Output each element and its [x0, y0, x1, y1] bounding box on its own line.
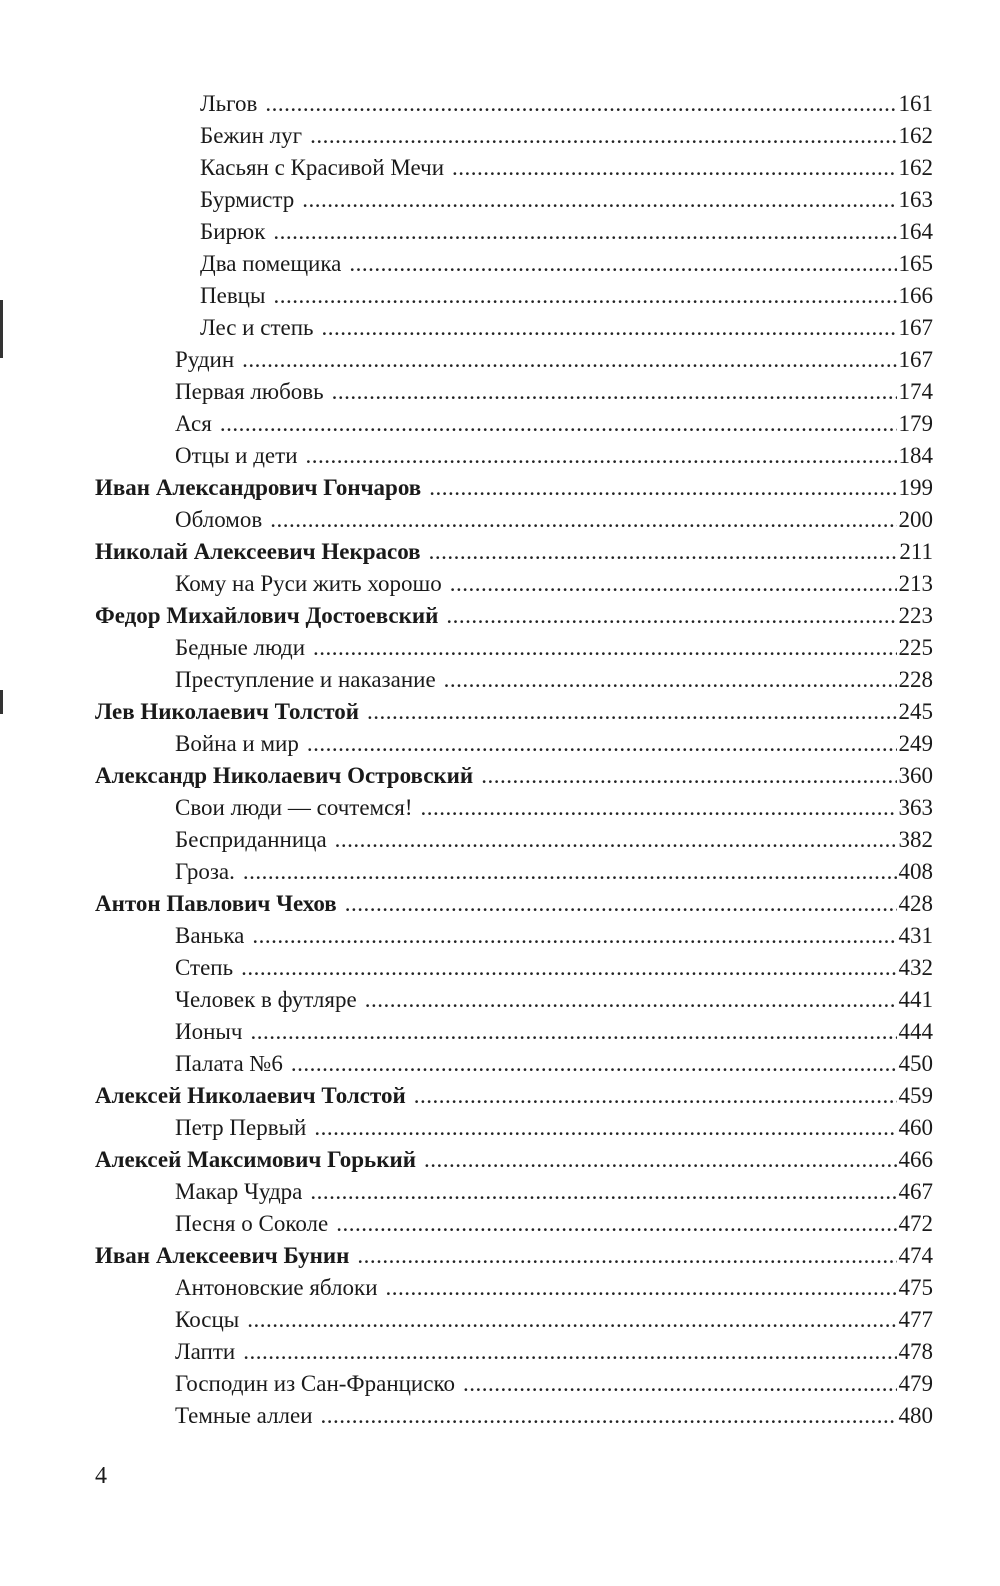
toc-author-entry: [0, 760, 933, 792]
toc-entry-page: 162: [898, 155, 933, 180]
toc-entry-page: 444: [898, 1019, 933, 1044]
toc-work-entry: [0, 1272, 933, 1304]
toc-work-entry: [0, 408, 933, 440]
toc-entry-page: 467: [898, 1179, 933, 1204]
toc-entry-page: 479: [898, 1371, 933, 1396]
toc-entry-title: Первая любовь: [175, 379, 324, 404]
toc-entry-title: Два помещика: [200, 251, 342, 276]
toc-author-entry: [0, 888, 933, 920]
toc-author-entry: [0, 696, 933, 728]
toc-entry-page: 478: [898, 1339, 933, 1364]
toc-entry-title: Ионыч: [175, 1019, 243, 1044]
toc-entry-page: 164: [898, 219, 933, 244]
toc-entry-title: Палата №6: [175, 1051, 283, 1076]
toc-entry-title: Гроза.: [175, 859, 235, 884]
toc-entry-title: Алексей Николаевич Толстой: [95, 1083, 406, 1108]
toc-author-entry: [0, 1240, 933, 1272]
toc-entry-page: 163: [898, 187, 933, 212]
toc-work-entry: [0, 184, 933, 216]
toc-entry-title: Косцы: [175, 1307, 240, 1332]
toc-entry-page: 225: [898, 635, 933, 660]
toc-entry-page: 431: [898, 923, 933, 948]
dot-leader: [307, 728, 897, 760]
toc-entry-title: Бедные люди: [175, 635, 306, 660]
toc-entry-page: 360: [898, 763, 933, 788]
dot-leader: [310, 1176, 896, 1208]
dot-leader: [429, 536, 898, 568]
toc-entry-title: Отцы и дети: [175, 443, 298, 468]
dot-leader: [270, 504, 896, 536]
toc-entry-title: Бесприданница: [175, 827, 327, 852]
dot-leader: [322, 312, 897, 344]
toc-entry-page: 459: [898, 1083, 933, 1108]
dot-leader: [321, 1400, 897, 1432]
toc-work-entry: [0, 728, 933, 760]
toc-work-entry: [0, 504, 933, 536]
dot-leader: [335, 824, 897, 856]
dot-leader: [273, 280, 896, 312]
toc-entry-page: 441: [898, 987, 933, 1012]
toc-work-entry: [0, 376, 933, 408]
toc-entry-title: Песня о Соколе: [175, 1211, 329, 1236]
toc-work-entry: [0, 856, 933, 888]
toc-entry-page: 166: [898, 283, 933, 308]
dot-leader: [332, 376, 897, 408]
dot-leader: [444, 664, 897, 696]
table-of-contents: [0, 88, 1000, 1432]
toc-author-entry: [0, 472, 933, 504]
toc-author-entry: [0, 600, 933, 632]
toc-work-entry: [0, 664, 933, 696]
toc-entry-title: Бежин луг: [200, 123, 303, 148]
toc-entry-page: 472: [898, 1211, 933, 1236]
toc-work-entry: [0, 152, 933, 184]
toc-entry-title: Льгов: [200, 91, 258, 116]
toc-entry-title: Иван Александрович Гончаров: [95, 475, 422, 500]
dot-leader: [357, 1240, 896, 1272]
dot-leader: [386, 1272, 897, 1304]
toc-entry-title: Александр Николаевич Островский: [95, 763, 474, 788]
toc-entry-title: Лес и степь: [200, 315, 314, 340]
toc-entry-page: 475: [898, 1275, 933, 1300]
toc-work-entry: [0, 1112, 933, 1144]
page-number: 4: [95, 1463, 107, 1489]
toc-entry-title: Господин из Сан-Франциско: [175, 1371, 455, 1396]
toc-entry-title: Алексей Максимович Горький: [95, 1147, 416, 1172]
dot-leader: [481, 760, 896, 792]
toc-entry-page: 408: [898, 859, 933, 884]
dot-leader: [310, 120, 896, 152]
dot-leader: [421, 792, 897, 824]
toc-entry-title: Федор Михайлович Достоевский: [95, 603, 439, 628]
toc-work-entry: [0, 952, 933, 984]
toc-work-entry: [0, 920, 933, 952]
dot-leader: [367, 696, 896, 728]
dot-leader: [424, 1144, 897, 1176]
dot-leader: [302, 184, 896, 216]
toc-work-entry: [0, 312, 933, 344]
dot-leader: [291, 1048, 897, 1080]
toc-entry-page: 477: [898, 1307, 933, 1332]
toc-entry-title: Иван Алексеевич Бунин: [95, 1243, 350, 1268]
toc-entry-title: Ася: [175, 411, 212, 436]
toc-entry-page: 428: [898, 891, 933, 916]
toc-work-entry: [0, 1016, 933, 1048]
toc-entry-title: Обломов: [175, 507, 263, 532]
dot-leader: [446, 600, 896, 632]
dot-leader: [220, 408, 897, 440]
dot-leader: [452, 152, 896, 184]
toc-entry-page: 179: [898, 411, 933, 436]
toc-entry-page: 211: [899, 539, 933, 564]
toc-entry-title: Певцы: [200, 283, 266, 308]
toc-entry-title: Преступление и наказание: [175, 667, 436, 692]
toc-entry-page: 245: [898, 699, 933, 724]
toc-entry-page: 162: [898, 123, 933, 148]
toc-entry-page: 432: [898, 955, 933, 980]
toc-entry-page: 213: [898, 571, 933, 596]
toc-work-entry: [0, 344, 933, 376]
toc-entry-title: Бурмистр: [200, 187, 295, 212]
dot-leader: [429, 472, 896, 504]
dot-leader: [250, 1016, 896, 1048]
toc-entry-page: 199: [898, 475, 933, 500]
toc-entry-title: Война и мир: [175, 731, 299, 756]
toc-work-entry: [0, 1336, 933, 1368]
toc-entry-title: Рудин: [175, 347, 235, 372]
toc-entry-title: Николай Алексеевич Некрасов: [95, 539, 421, 564]
toc-entry-title: Свои люди — сочтемся!: [175, 795, 413, 820]
toc-work-entry: [0, 984, 933, 1016]
toc-entry-page: 167: [898, 315, 933, 340]
dot-leader: [243, 1336, 896, 1368]
toc-entry-title: Лапти: [175, 1339, 236, 1364]
toc-entry-page: 382: [898, 827, 933, 852]
dot-leader: [242, 344, 896, 376]
toc-work-entry: [0, 1048, 933, 1080]
dot-leader: [265, 88, 896, 120]
toc-entry-page: 161: [898, 91, 933, 116]
toc-work-entry: [0, 1304, 933, 1336]
dot-leader: [336, 1208, 896, 1240]
toc-work-entry: [0, 632, 933, 664]
dot-leader: [463, 1368, 897, 1400]
toc-entry-page: 184: [898, 443, 933, 468]
toc-entry-page: 165: [898, 251, 933, 276]
toc-work-entry: [0, 216, 933, 248]
dot-leader: [314, 1112, 896, 1144]
toc-work-entry: [0, 792, 933, 824]
toc-work-entry: [0, 440, 933, 472]
toc-entry-title: Степь: [175, 955, 234, 980]
toc-entry-page: 228: [898, 667, 933, 692]
toc-entry-title: Человек в футляре: [175, 987, 357, 1012]
toc-entry-title: Касьян с Красивой Мечи: [200, 155, 445, 180]
toc-entry-page: 460: [898, 1115, 933, 1140]
toc-entry-title: Темные аллеи: [175, 1403, 313, 1428]
toc-entry-page: 363: [898, 795, 933, 820]
toc-entry-page: 249: [898, 731, 933, 756]
toc-entry-page: 167: [898, 347, 933, 372]
toc-entry-title: Антон Павлович Чехов: [95, 891, 337, 916]
toc-work-entry: [0, 248, 933, 280]
toc-work-entry: [0, 88, 933, 120]
dot-leader: [273, 216, 896, 248]
toc-work-entry: [0, 1176, 933, 1208]
toc-entry-title: Макар Чудра: [175, 1179, 303, 1204]
toc-work-entry: [0, 280, 933, 312]
toc-entry-page: 450: [898, 1051, 933, 1076]
toc-work-entry: [0, 1208, 933, 1240]
dot-leader: [313, 632, 896, 664]
toc-author-entry: [0, 1080, 933, 1112]
dot-leader: [306, 440, 897, 472]
toc-author-entry: [0, 536, 933, 568]
toc-work-entry: [0, 824, 933, 856]
toc-entry-title: Ванька: [175, 923, 245, 948]
toc-entry-title: Бирюк: [200, 219, 266, 244]
toc-work-entry: [0, 120, 933, 152]
toc-entry-page: 200: [898, 507, 933, 532]
dot-leader: [247, 1304, 896, 1336]
toc-entry-page: 474: [898, 1243, 933, 1268]
toc-work-entry: [0, 1400, 933, 1432]
toc-entry-title: Антоновские яблоки: [175, 1275, 378, 1300]
dot-leader: [252, 920, 896, 952]
toc-entry-title: Лев Николаевич Толстой: [95, 699, 360, 724]
dot-leader: [349, 248, 896, 280]
toc-work-entry: [0, 568, 933, 600]
dot-leader: [365, 984, 897, 1016]
toc-entry-page: 466: [898, 1147, 933, 1172]
toc-author-entry: [0, 1144, 933, 1176]
dot-leader: [450, 568, 897, 600]
dot-leader: [414, 1080, 897, 1112]
toc-entry-title: Кому на Руси жить хорошо: [175, 571, 442, 596]
toc-entry-page: 223: [898, 603, 933, 628]
dot-leader: [241, 952, 896, 984]
toc-entry-page: 174: [898, 379, 933, 404]
toc-entry-title: Петр Первый: [175, 1115, 307, 1140]
toc-entry-page: 480: [898, 1403, 933, 1428]
dot-leader: [345, 888, 897, 920]
toc-work-entry: [0, 1368, 933, 1400]
dot-leader: [243, 856, 897, 888]
